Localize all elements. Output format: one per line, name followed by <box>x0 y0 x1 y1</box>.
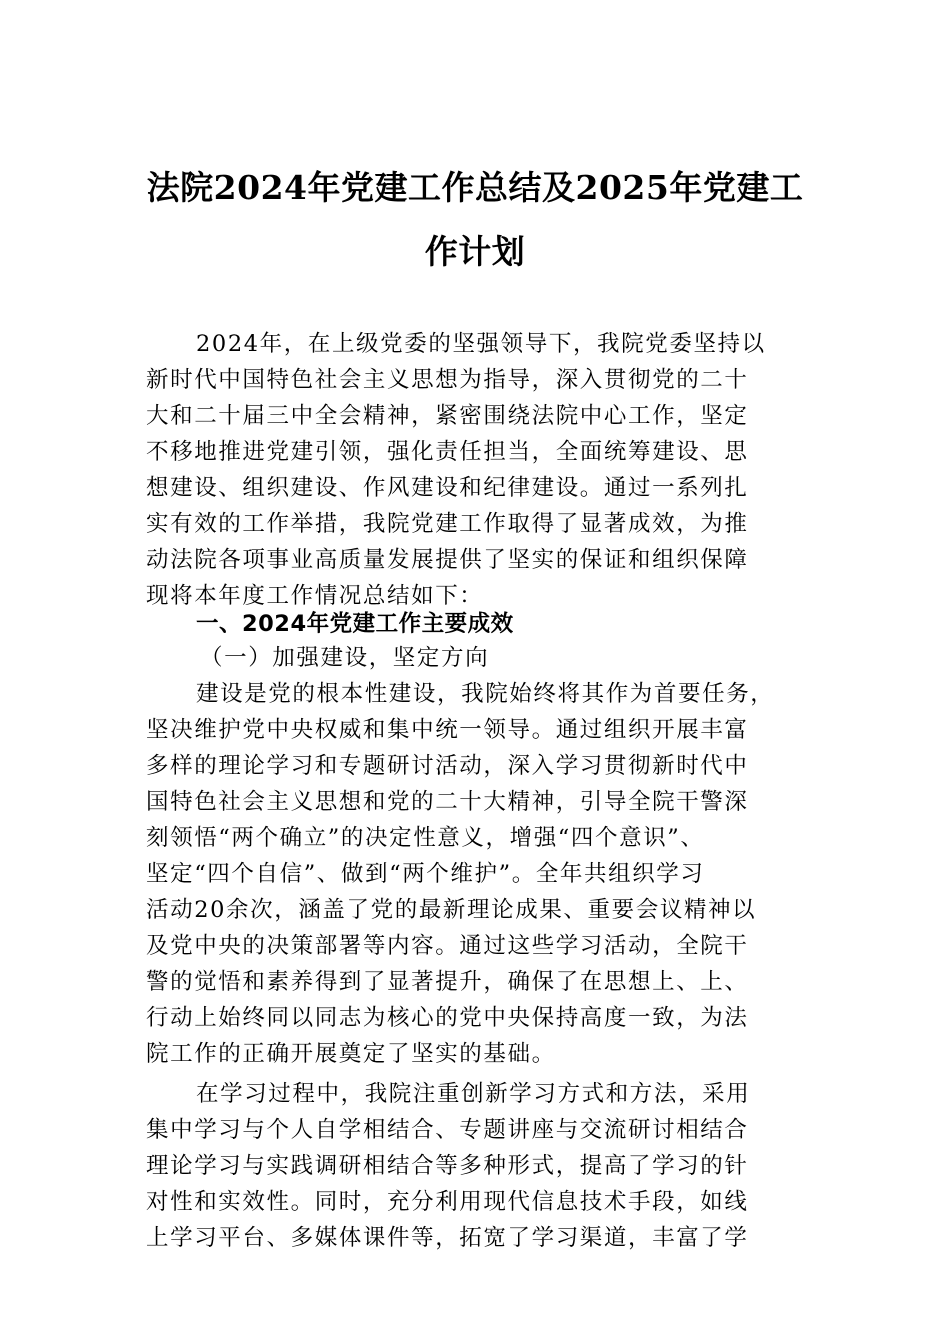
paragraph-line: 不移地推进党建引领，强化责任担当，全面统筹建设、思 <box>146 439 749 465</box>
section-heading: 一、2024年党建工作主要成效 <box>196 611 514 637</box>
paragraph-line: 在学习过程中，我院注重创新学习方式和方法，采用 <box>196 1081 751 1107</box>
paragraph-line: 及党中央的决策部署等内容。通过这些学习活动，全院干 <box>146 933 749 959</box>
paragraph-line: 坚决维护党中央权威和集中统一领导。通过组织开展丰富 <box>146 717 749 743</box>
paragraph-line: 多样的理论学习和专题研讨活动，深入学习贯彻新时代中 <box>146 753 749 779</box>
paragraph-line: 动法院各项事业高质量发展提供了坚实的保证和组织保障 <box>146 547 749 573</box>
paragraph-line: 理论学习与实践调研相结合等多种形式，提高了学习的针 <box>146 1153 749 1179</box>
paragraph-line: 新时代中国特色社会主义思想为指导，深入贯彻党的二十 <box>146 367 749 393</box>
paragraph-line: 现将本年度工作情况总结如下： <box>146 583 484 609</box>
paragraph-line: 建设是党的根本性建设，我院始终将其作为首要任务， <box>196 681 775 707</box>
paragraph-line: 大和二十届三中全会精神，紧密围绕法院中心工作，坚定 <box>146 403 749 429</box>
paragraph-line: 对性和实效性。同时，充分利用现代信息技术手段，如线 <box>146 1189 749 1215</box>
paragraph-line: 实有效的工作举措，我院党建工作取得了显著成效，为推 <box>146 511 749 537</box>
paragraph-line: 想建设、组织建设、作风建设和纪律建设。通过一系列扎 <box>146 475 749 501</box>
document-title-line-1: 法院2024年党建工作总结及2025年党建工 <box>146 168 804 207</box>
paragraph-line: 集中学习与个人自学相结合、专题讲座与交流研讨相结合 <box>146 1117 749 1143</box>
paragraph-line: 行动上始终同以同志为核心的党中央保持高度一致，为法 <box>146 1005 749 1031</box>
paragraph-line: 活动20余次，涵盖了党的最新理论成果、重要会议精神以 <box>146 897 757 923</box>
paragraph-line: 警的觉悟和素养得到了显著提升，确保了在思想上、上、 <box>146 969 749 995</box>
document-title-line-2: 作计划 <box>424 232 526 271</box>
paragraph-line: 2024年，在上级党委的坚强领导下，我院党委坚持以 <box>196 331 766 357</box>
paragraph-line: 坚定“四个自信”、做到“两个维护”。全年共组织学习 <box>146 861 705 887</box>
paragraph-line: 院工作的正确开展奠定了坚实的基础。 <box>146 1041 556 1067</box>
paragraph-line: 刻领悟“两个确立”的决定性意义，增强“四个意识”、 <box>146 825 705 851</box>
subsection-heading: （一）加强建设，坚定方向 <box>200 645 490 671</box>
paragraph-line: 上学习平台、多媒体课件等，拓宽了学习渠道，丰富了学 <box>146 1225 749 1251</box>
paragraph-line: 国特色社会主义思想和党的二十大精神，引导全院干警深 <box>146 789 749 815</box>
